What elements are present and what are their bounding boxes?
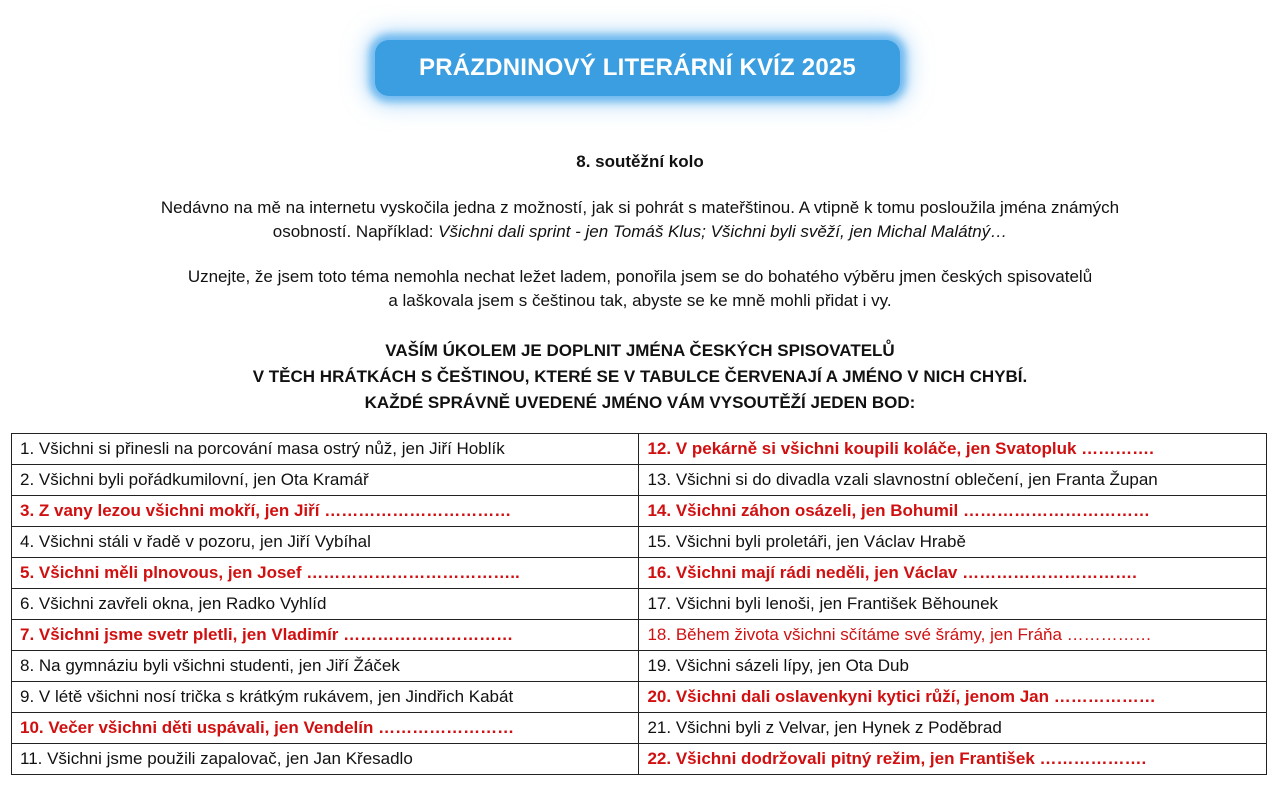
round-heading: 8. soutěžní kolo <box>576 152 704 171</box>
second-paragraph-line-2: a laškovala jsem s češtinou tak, abyste se ke mně mohli přidat i vy. <box>388 291 892 310</box>
quiz-item-14: 14. Všichni záhon osázeli, jen Bohumil …………………………… <box>639 496 1267 527</box>
second-paragraph <box>40 265 1240 313</box>
quiz-item-20: 20. Všichni dali oslavenkyni kytici růží, jenom Jan ……………… <box>639 682 1267 713</box>
intro-line-2 <box>40 220 1240 244</box>
table-row <box>12 744 1267 775</box>
table-row <box>12 682 1267 713</box>
quiz-item-5: 5. Všichni měli plnovous, jen Josef ……………………………….. <box>12 558 639 589</box>
table-row <box>12 496 1267 527</box>
title-banner <box>375 40 900 96</box>
table-row <box>12 558 1267 589</box>
quiz-item-11: 11. Všichni jsme použili zapalovač, jen Jan Křesadlo <box>12 744 639 775</box>
quiz-item-6: 6. Všichni zavřeli okna, jen Radko Vyhlíd <box>12 589 639 620</box>
task-line-3: KAŽDÉ SPRÁVNĚ UVEDENÉ JMÉNO VÁM VYSOUTĚŽÍ JEDEN BOD: <box>364 393 916 412</box>
quiz-item-12: 12. V pekárně si všichni koupili koláče, jen Svatopluk …………. <box>639 434 1267 465</box>
quiz-item-22: 22. Všichni dodržovali pitný režim, jen František ………………. <box>639 744 1267 775</box>
quiz-item-19: 19. Všichni sázeli lípy, jen Ota Dub <box>639 651 1267 682</box>
quiz-table <box>11 433 1267 775</box>
quiz-item-18: 18. Během života všichni sčítáme své šrámy, jen Fráňa …………… <box>639 620 1267 651</box>
quiz-item-2: 2. Všichni byli pořádkumilovní, jen Ota Kramář <box>12 465 639 496</box>
quiz-item-10: 10. Večer všichni děti uspávali, jen Vendelín …………………… <box>12 713 639 744</box>
quiz-item-17: 17. Všichni byli lenoši, jen František Běhounek <box>639 589 1267 620</box>
intro-example: Všichni dali sprint - jen Tomáš Klus; Všichni byli svěží, jen Michal Malátný… <box>438 222 1008 241</box>
table-row <box>12 589 1267 620</box>
quiz-item-13: 13. Všichni si do divadla vzali slavnostní oblečení, jen Franta Župan <box>639 465 1267 496</box>
table-row <box>12 620 1267 651</box>
table-row <box>12 527 1267 558</box>
quiz-item-8: 8. Na gymnáziu byli všichni studenti, jen Jiří Žáček <box>12 651 639 682</box>
table-row <box>12 434 1267 465</box>
quiz-item-21: 21. Všichni byli z Velvar, jen Hynek z Poděbrad <box>639 713 1267 744</box>
table-row <box>12 651 1267 682</box>
quiz-item-15: 15. Všichni byli proletáři, jen Václav Hrabě <box>639 527 1267 558</box>
quiz-item-7: 7. Všichni jsme svetr pletli, jen Vladimír ………………………… <box>12 620 639 651</box>
intro-line-2-prefix: osobností. Například: <box>272 222 439 241</box>
second-paragraph-line-1: Uznejte, že jsem toto téma nemohla nechat ležet ladem, ponořila jsem se do bohatého výběru jmen českých spisovatelů <box>187 267 1093 286</box>
task-line-1: VAŠÍM ÚKOLEM JE DOPLNIT JMÉNA ČESKÝCH SPISOVATELŮ <box>385 341 895 360</box>
page-title: PRÁZDNINOVÝ LITERÁRNÍ KVÍZ 2025 <box>375 40 900 96</box>
task-line-2: V TĚCH HRÁTKÁCH S ČEŠTINOU, KTERÉ SE V TABULCE ČERVENAJÍ A JMÉNO V NICH CHYBÍ. <box>252 367 1028 386</box>
quiz-item-16: 16. Všichni mají rádi neděli, jen Václav …………………………. <box>639 558 1267 589</box>
intro-line-1: Nedávno na mě na internetu vyskočila jedna z možností, jak si pohrát s mateřštinou. A vtipně k tomu posloužila jména známých <box>160 198 1120 217</box>
quiz-item-1: 1. Všichni si přinesli na porcování masa ostrý nůž, jen Jiří Hoblík <box>12 434 639 465</box>
quiz-item-3: 3. Z vany lezou všichni mokří, jen Jiří …………………………… <box>12 496 639 527</box>
quiz-item-4: 4. Všichni stáli v řadě v pozoru, jen Jiří Vybíhal <box>12 527 639 558</box>
table-row <box>12 465 1267 496</box>
intro-paragraph <box>40 196 1240 244</box>
quiz-item-9: 9. V létě všichni nosí trička s krátkým rukávem, jen Jindřich Kabát <box>12 682 639 713</box>
table-row <box>12 713 1267 744</box>
task-instructions <box>0 338 1280 416</box>
